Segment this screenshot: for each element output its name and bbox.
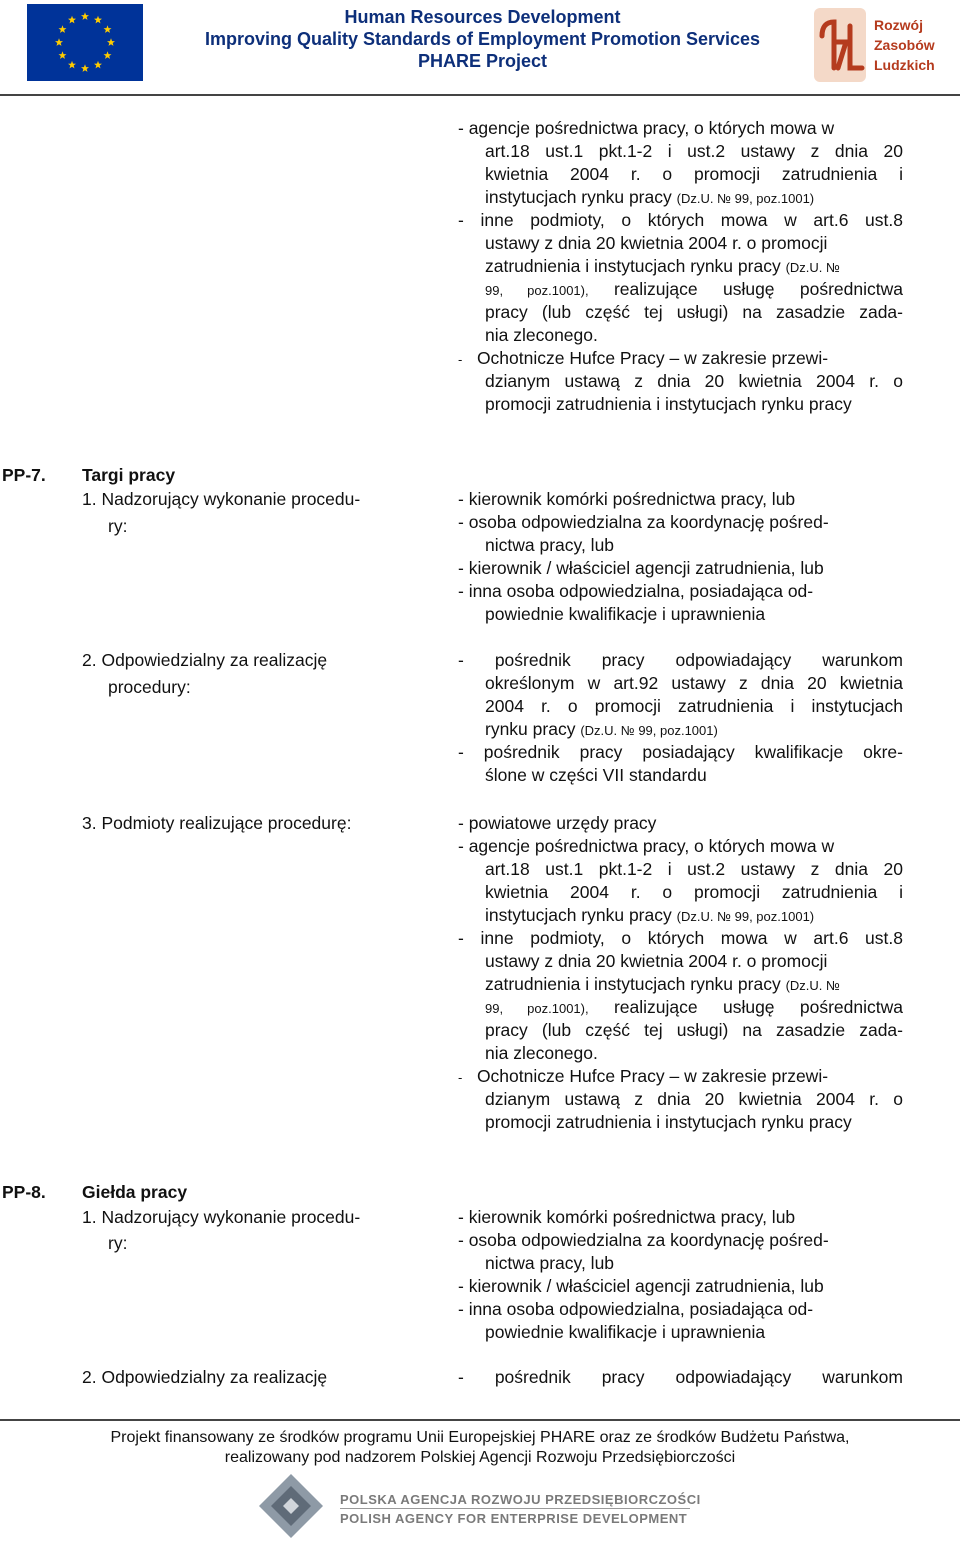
eu-star-icon xyxy=(55,38,63,46)
section-label: 1. Nadzorujący wykonanie procedu- xyxy=(82,1207,361,1227)
list-item: ustawy z dnia 20 kwietnia 2004 r. o promocji xyxy=(485,951,828,971)
section-label: procedury: xyxy=(108,677,191,697)
eu-star-icon xyxy=(58,51,66,59)
intro-line: promocji zatrudnienia i instytucjach rynku pracy xyxy=(485,394,852,414)
eu-star-icon xyxy=(68,61,76,69)
header-subtitle: Improving Quality Standards of Employment Promotion Services xyxy=(204,29,761,49)
parp-logo-icon xyxy=(255,1470,327,1542)
procedure-code: PP-8. xyxy=(2,1182,46,1202)
eu-star-icon xyxy=(81,64,89,72)
intro-line: nia zleconego. xyxy=(485,325,598,345)
intro-line: - agencje pośrednictwa pracy, o których mowa w xyxy=(458,118,835,138)
list-item: - powiatowe urzędy pracy xyxy=(458,813,657,833)
list-item: nia zleconego. xyxy=(485,1043,598,1063)
header-divider xyxy=(0,94,960,96)
rzl-logo-text-1: Rozwój xyxy=(874,17,923,33)
intro-line: kwietnia 2004 r. o promocji zatrudnienia i xyxy=(485,164,903,184)
list-item: - pośrednik pracy odpowiadający warunkom xyxy=(458,650,903,670)
header-title: Human Resources Development xyxy=(344,7,621,27)
intro-line: art.18 ust.1 pkt.1-2 i ust.2 ustawy z dnia 20 xyxy=(485,141,903,161)
list-item: instytucjach rynku pracy (Dz.U. № 99, poz.1001) xyxy=(485,905,815,925)
eu-star-icon xyxy=(104,25,112,33)
list-item: ślone w części VII standardu xyxy=(485,765,707,785)
eu-star-icon xyxy=(94,16,102,24)
footer-divider xyxy=(0,1419,960,1421)
procedure-title: Targi pracy xyxy=(82,465,176,485)
list-item: nictwa pracy, lub xyxy=(485,1253,615,1273)
procedure-title: Giełda pracy xyxy=(82,1182,188,1202)
rzl-logo-text-2: Zasobów xyxy=(874,37,935,53)
list-item: rynku pracy (Dz.U. № 99, poz.1001) xyxy=(485,719,718,739)
list-item: - pośrednik pracy odpowiadający warunkom xyxy=(458,1367,903,1387)
list-item: określonym w art.92 ustawy z dnia 20 kwietnia xyxy=(485,673,903,693)
eu-star-icon xyxy=(81,12,89,20)
eu-star-icon xyxy=(104,51,112,59)
list-item: zatrudnienia i instytucjach rynku pracy (Dz.U. № xyxy=(485,974,840,994)
eu-star-icon xyxy=(58,25,66,33)
list-item: - inna osoba odpowiedzialna, posiadająca od- xyxy=(458,581,814,601)
list-item: - kierownik / właściciel agencji zatrudnienia, lub xyxy=(458,1276,824,1296)
list-item: dzianym ustawą z dnia 20 kwietnia 2004 r. o xyxy=(485,1089,903,1109)
section-label: ry: xyxy=(108,1233,128,1253)
eu-star-icon xyxy=(94,61,102,69)
list-item: - osoba odpowiedzialna za koordynację pośred- xyxy=(458,512,829,532)
footer-supervision-text: realizowany pod nadzorem Polskiej Agencji Rozwoju Przedsiębiorczości xyxy=(224,1449,736,1466)
list-item: art.18 ust.1 pkt.1-2 i ust.2 ustawy z dnia 20 xyxy=(485,859,903,879)
list-item: 2004 r. o promocji zatrudnienia i instytucjach xyxy=(485,696,903,716)
list-item: pracy (lub część tej usługi) na zasadzie zada- xyxy=(485,1020,903,1040)
rzl-logo-text-3: Ludzkich xyxy=(874,57,935,73)
eu-flag-logo xyxy=(27,4,143,81)
procedure-code: PP-7. xyxy=(2,465,46,485)
section-label: 2. Odpowiedzialny za realizację xyxy=(82,1367,328,1387)
list-item: - osoba odpowiedzialna za koordynację pośred- xyxy=(458,1230,829,1250)
intro-line: ustawy z dnia 20 kwietnia 2004 r. o promocji xyxy=(485,233,828,253)
list-item: - pośrednik pracy posiadający kwalifikacje okre- xyxy=(458,742,903,762)
eu-star-icon xyxy=(107,38,115,46)
list-item: - kierownik komórki pośrednictwa pracy, lub xyxy=(458,489,796,509)
intro-line: dzianym ustawą z dnia 20 kwietnia 2004 r. o xyxy=(485,371,903,391)
footer-funding-text: Projekt finansowany ze środków programu Unii Europejskiej PHARE oraz ze środków Budżetu Państwa, xyxy=(110,1429,850,1446)
section-label: 2. Odpowiedzialny za realizację xyxy=(82,650,328,670)
list-item: - inna osoba odpowiedzialna, posiadająca od- xyxy=(458,1299,814,1319)
list-item: powiednie kwalifikacje i uprawnienia xyxy=(485,604,766,624)
parp-divider xyxy=(340,1508,690,1509)
intro-line: zatrudnienia i instytucjach rynku pracy (Dz.U. № xyxy=(485,256,840,276)
eu-star-icon xyxy=(68,16,76,24)
intro-line: - inne podmioty, o których mowa w art.6 ust.8 xyxy=(458,210,903,230)
header-project: PHARE Project xyxy=(417,51,548,71)
section-label: 1. Nadzorujący wykonanie procedu- xyxy=(82,489,361,509)
list-item: - Ochotnicze Hufce Pracy – w zakresie przewi- xyxy=(458,1066,829,1086)
parp-name-en: POLISH AGENCY FOR ENTERPRISE DEVELOPMENT xyxy=(340,1511,688,1526)
list-item: 99, poz.1001), realizujące usługę pośrednictwa xyxy=(485,997,903,1017)
rzl-logo xyxy=(812,6,952,84)
list-item: promocji zatrudnienia i instytucjach rynku pracy xyxy=(485,1112,852,1132)
rzl-logo-mark xyxy=(812,6,868,84)
list-item: nictwa pracy, lub xyxy=(485,535,615,555)
section-label: ry: xyxy=(108,516,128,536)
list-item: kwietnia 2004 r. o promocji zatrudnienia i xyxy=(485,882,903,902)
intro-line: - Ochotnicze Hufce Pracy – w zakresie przewi- xyxy=(458,348,829,368)
parp-name-pl: POLSKA AGENCJA ROZWOJU PRZEDSIĘBIORCZOŚCI xyxy=(340,1492,701,1507)
list-item: powiednie kwalifikacje i uprawnienia xyxy=(485,1322,766,1342)
intro-line: 99, poz.1001), realizujące usługę pośrednictwa xyxy=(485,279,903,299)
intro-line: pracy (lub część tej usługi) na zasadzie zada- xyxy=(485,302,903,322)
intro-line: instytucjach rynku pracy (Dz.U. № 99, poz.1001) xyxy=(485,187,815,207)
list-item: - kierownik komórki pośrednictwa pracy, lub xyxy=(458,1207,796,1227)
section-label: 3. Podmioty realizujące procedurę: xyxy=(82,813,352,833)
list-item: - kierownik / właściciel agencji zatrudnienia, lub xyxy=(458,558,824,578)
list-item: - agencje pośrednictwa pracy, o których mowa w xyxy=(458,836,835,856)
list-item: - inne podmioty, o których mowa w art.6 ust.8 xyxy=(458,928,903,948)
